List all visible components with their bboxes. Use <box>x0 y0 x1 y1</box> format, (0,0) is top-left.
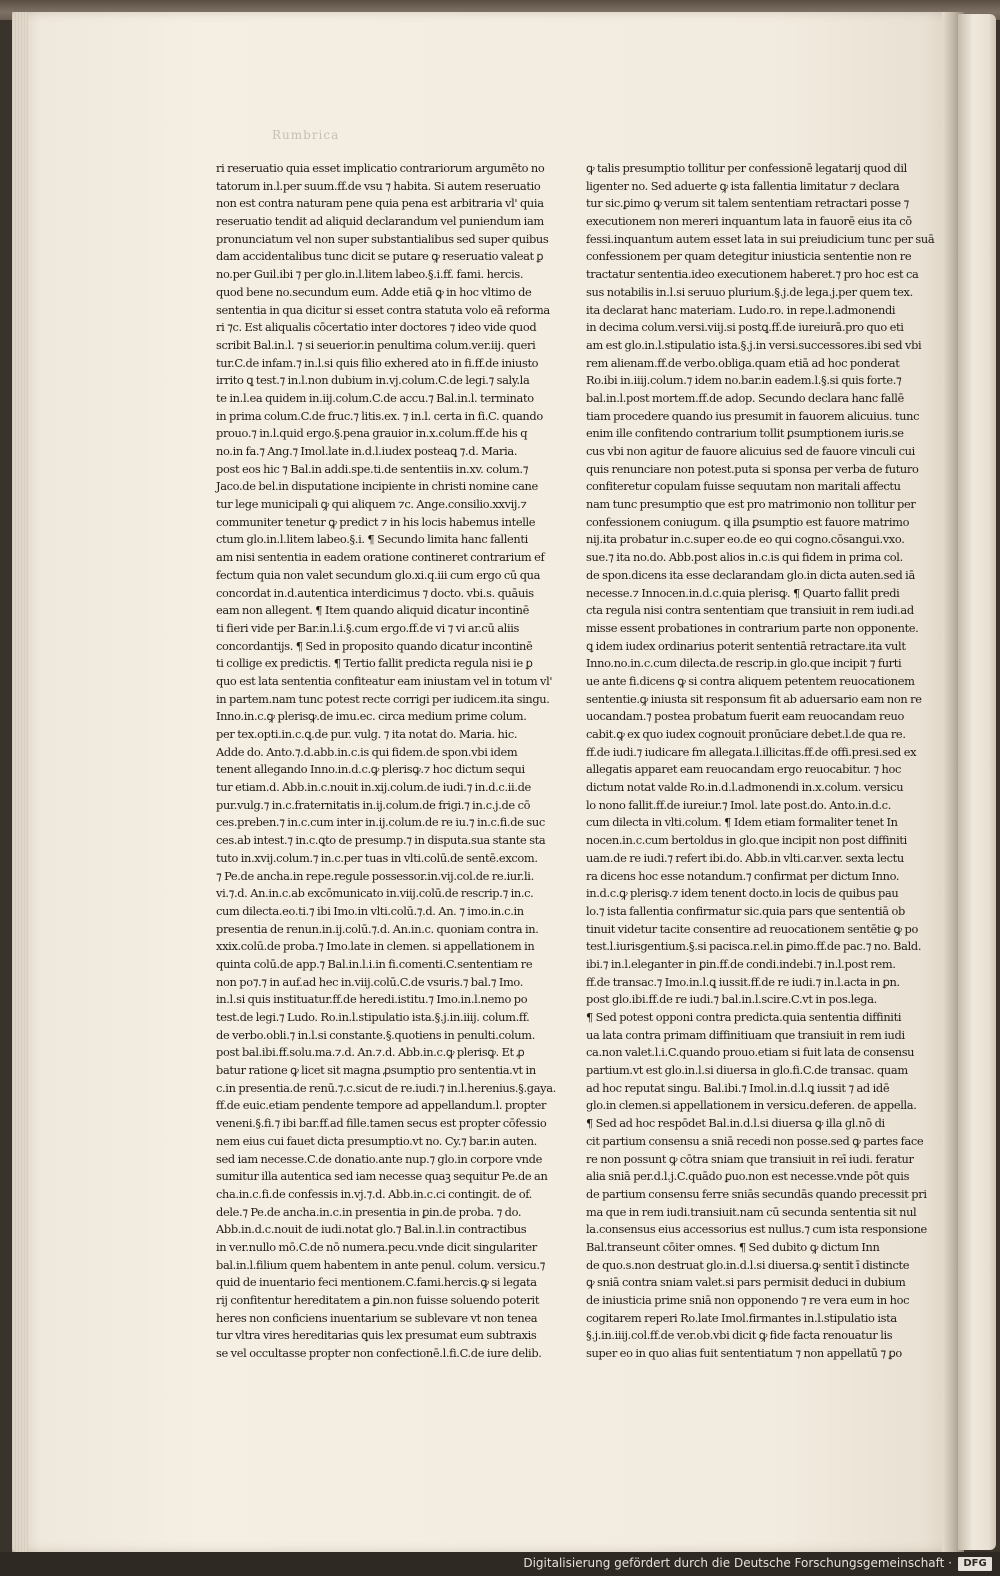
text-line: cogitarem reperi Ro.late Imol.firmantes in.l.stipulatio ista <box>586 1310 897 1325</box>
text-line: prouo.⁊ in.l.quid ergo.§.pena grauior in.x.colum.ff.de his q <box>216 426 528 441</box>
text-line: executionem non mereri inquantum lata in fauorē eius ita cō <box>586 214 912 229</box>
text-line: quis renunciare non potest.puta si sponsa per verba de futuro <box>586 461 919 476</box>
text-line: eam non allegent. ¶ Item quando aliquid dicatur incontinē <box>216 603 529 618</box>
text-line: ligenter no. Sed aduerte ꝙ ista fallentia limitatur ⁊ declara <box>586 178 900 193</box>
text-line: de quo.s.non destruat glo.in.d.l.si diuersa.ꝙ sentit ī distincte <box>586 1257 910 1272</box>
text-line: reseruatio tendit ad aliquid declarandum vel puniendum iam <box>216 214 544 229</box>
text-line: xxix.colū.de proba.⁊ Imo.late in clemen. si appellationem in <box>216 939 535 954</box>
text-line: uam.de re iudi.⁊ refert ibi.do. Abb.in vlti.car.ver. sexta lectu <box>586 850 904 865</box>
text-line: rem alienam.ff.de verbo.obliga.quam etiā ad hoc ponderat <box>586 355 900 370</box>
text-line: Ro.ibi in.iiij.colum.⁊ idem no.bar.in eadem.l.§.si quis forte.⁊ <box>586 373 902 388</box>
page-stack-edge <box>12 12 28 1552</box>
text-line: Inno.in.c.ꝙ plerisꝙ.de imu.ec. circa medium prime colum. <box>216 709 527 724</box>
text-line: heres non conficiens inuentarium se sublevare vt non tenea <box>216 1310 538 1325</box>
text-line: la.consensus eius accessorius est nullus.⁊ cum ista responsione <box>586 1222 927 1237</box>
text-column-left <box>216 160 556 1361</box>
text-line: tatorum in.l.per suum.ff.de vsu ⁊ habita. Si autem reseruatio <box>216 178 541 193</box>
text-line: Bal.transeunt cōiter omnes. ¶ Sed dubito ꝙ dictum Inn <box>586 1239 880 1254</box>
text-line: enim ille confitendo contrarium tollit ꝑsumptionem iuris.se <box>586 426 904 441</box>
text-line: Inno.no.in.c.cum dilecta.de rescrip.in glo.que incipit ⁊ furti <box>586 656 902 671</box>
text-line: test.l.iurisgentium.§.si pacisca.r.el.in ꝑimo.ff.de pac.⁊ no. Bald. <box>586 939 922 954</box>
text-line: ꝙ talis presumptio tollitur per confessionē legatarij quod dil <box>586 161 907 175</box>
text-line: in decima colum.versi.viij.si postꝗ.ff.de iureiurā.pro quo eti <box>586 320 904 335</box>
text-line: ua lata contra primam diffinitiuam que transiuit in rem iudi <box>586 1027 905 1042</box>
text-line: vi.⁊.d. An.in.c.ab excōmunicato in.viij.colū.de rescrip.⁊ in.c. <box>216 886 534 901</box>
text-line: in.d.c.ꝙ plerisꝙ.⁊ idem tenent docto.in locis de quibus pau <box>586 886 899 901</box>
text-line: alia sniā per.d.l.j.C.quādo ꝑuo.non est necesse.vnde pōt quis <box>586 1169 910 1184</box>
text-line: sed iam necesse.C.de donatio.ante nup.⁊ glo.in corpore vnde <box>216 1151 543 1166</box>
text-line: batur ratione ꝙ licet sit magna ꝓsumptio pro sententia.vt in <box>216 1063 536 1078</box>
text-line: veneni.§.fi.⁊ ibi bar.ff.ad fille.tamen secus est propter cōfessio <box>216 1116 547 1131</box>
text-line: uocandam.⁊ postea probatum fuerit eam reuocandam reuo <box>586 709 904 724</box>
text-line: in ver.nullo mō.C.de nō numera.pecu.vnde dicit singulariter <box>216 1239 537 1254</box>
text-line: super eo in quo alias fuit sententiatum ⁊ non appellatū ⁊ ꝑo <box>586 1346 902 1361</box>
running-head: Rumbrica <box>272 128 340 142</box>
text-line: de spon.dicens ita esse declarandam glo.in dicta auten.sed iā <box>586 567 915 582</box>
text-line: ibi.⁊ in.l.eleganter in ꝑin.ff.de condi.indebi.⁊ in.l.post rem. <box>586 956 896 971</box>
text-line: concordantijs. ¶ Sed in proposito quando dicatur incontinē <box>216 638 533 653</box>
text-line: ri reseruatio quia esset implicatio contrariorum argumēto no <box>216 161 545 175</box>
text-line: glo.in clemen.si appellationem in versicu.deferen. de appella. <box>586 1098 917 1113</box>
text-line: ad hoc reputat singu. Bal.ibi.⁊ Imol.in.d.l.ꝗ iussit ⁊ ad idē <box>586 1080 890 1095</box>
text-line: cit partium consensu a sniā recedi non posse.sed ꝙ partes face <box>586 1133 924 1148</box>
text-line: ⁊ Pe.de ancha.in repe.regule possessor.in.vij.col.de re.iur.li. <box>216 868 534 883</box>
text-line: lo.⁊ ista fallentia confirmatur sic.quia pars que sententiā ob <box>586 903 905 918</box>
text-line: am nisi sententia in eadem oratione contineret contrarium ef <box>216 550 545 565</box>
text-line: quo est lata sententia confiteatur eam iniustam vel in totum vl' <box>216 673 553 688</box>
text-line: nocen.in.c.cum bertoldus in glo.que incipit non post diffiniti <box>586 833 907 848</box>
text-column-right <box>586 160 935 1361</box>
text-line: ff.de euic.etiam pendente tempore ad appellandum.l. propter <box>216 1098 547 1113</box>
text-line: ¶ Sed potest opponi contra predicta.quia sententia diffiniti <box>586 1010 902 1024</box>
text-line: bal.in.l.post mortem.ff.de adop. Secundo declara hanc fallē <box>586 390 904 405</box>
facing-page-edge <box>958 14 996 1550</box>
text-line: confessionem coniugum. ꝗ illa ꝑsumptio est fauore matrimo <box>586 514 910 529</box>
text-line: ue ante fi.dicens ꝙ si contra aliquem petentem reuocationem <box>586 673 915 688</box>
text-line: bal.in.l.filium quem habentem in ante penul. colum. versicu.⁊ <box>216 1257 545 1272</box>
text-line: post bal.ibi.ff.solu.ma.⁊.d. An.⁊.d. Abb.in.c.ꝙ plerisꝙ. Et ꝓ <box>216 1045 525 1060</box>
text-line: Jaco.de bel.in disputatione incipiente in christi nomine cane <box>216 479 538 494</box>
text-line: sententie.ꝙ iniusta sit responsum fit ab aduersario eam non re <box>586 691 922 706</box>
text-line: ma que in rem iudi.transiuit.nam cū secunda sententia sit nul <box>586 1204 917 1219</box>
text-line: nam tunc presumptio que est pro matrimonio non tollitur per <box>586 497 916 512</box>
text-line: tiam procedere quando ius presumit in fauorem alicuius. tunc <box>586 408 920 423</box>
text-line: quod bene no.secundum eum. Adde etiā ꝙ in hoc vltimo de <box>216 284 532 299</box>
text-line: pur.vulg.⁊ in.c.fraternitatis in.ij.colum.de frigi.⁊ in.c.j.de cō <box>216 797 531 812</box>
text-line: test.de legi.⁊ Ludo. Ro.in.l.stipulatio ista.§.j.in.iiij. colum.ff. <box>216 1010 530 1024</box>
text-line: ꝙ sniā contra sniam valet.si pars permisit deduci in dubium <box>586 1275 906 1290</box>
text-line: misse essent probationes in contrarium parte non opponente. <box>586 620 919 635</box>
text-line: in prima colum.C.de fruc.⁊ litis.ex. ⁊ in.l. certa in fi.C. quando <box>216 408 543 423</box>
text-line: Adde do. Anto.⁊.d.abb.in.c.is qui fidem.de spon.vbi idem <box>216 744 518 759</box>
text-line: ¶ Sed ad hoc respōdet Bal.in.d.l.si diuersa ꝙ illa gl.nō di <box>586 1116 885 1131</box>
text-line: per tex.opti.in.c.ꝗ.de pur. vulg. ⁊ ita notat do. Maria. hic. <box>216 727 518 741</box>
text-line: §.j.in.iiij.col.ff.de ver.ob.vbi dicit ꝙ fide facta renouatur lis <box>586 1328 893 1343</box>
text-line: ti collige ex predictis. ¶ Tertio fallit predicta regula nisi ie ꝑ <box>216 656 533 671</box>
text-line: am est glo.in.l.stipulatio ista.§.j.in versi.successores.ibi sed vbi <box>586 337 922 352</box>
text-line: ff.de iudi.⁊ iudicare fm allegata.l.illicitas.ff.de offi.presi.sed ex <box>586 744 917 759</box>
text-line: quinta colū.de app.⁊ Bal.in.l.i.in fi.comenti.C.sententiam re <box>216 956 533 971</box>
text-line: rij confitentur hereditatem a ꝑin.non fuisse soluendo poterit <box>216 1293 540 1307</box>
text-line: cta regula nisi contra sententiam que transiuit in rem iudi.ad <box>586 603 914 618</box>
dfg-logo-icon: DFG <box>958 1557 992 1571</box>
text-line: concordat in.d.autentica interdicimus ⁊ docto. vbi.s. quāuis <box>216 585 534 600</box>
text-line: in partem.nam tunc potest recte corrigi per iudicem.ita singu. <box>216 691 550 706</box>
text-line: necesse.⁊ Innocen.in.d.c.quia plerisꝙ. ¶ Quarto fallit predi <box>586 585 900 600</box>
text-line: sententia in qua dicitur si esset contra statuta volo eā reforma <box>216 302 550 317</box>
text-line: dictum notat valde Ro.in.d.l.admonendi in.x.colum. versicu <box>586 780 904 795</box>
text-line: quid de inuentario feci mentionem.C.fami.hercis.ꝙ si legata <box>216 1275 537 1290</box>
text-line: ces.preben.⁊ in.c.cum inter in.ij.colum.de re iu.⁊ in.c.fi.de suc <box>216 815 545 830</box>
text-line: sue.⁊ ita no.do. Abb.post alios in.c.is qui fidem in prima col. <box>586 550 903 565</box>
text-line: scribit Bal.in.l. ⁊ si seuerior.in penultima colum.ver.iij. queri <box>216 337 536 352</box>
text-line: ctum glo.in.l.litem labeo.§.i. ¶ Secundo limita hanc fallenti <box>216 532 528 547</box>
text-line: confessionem per quam detegitur iniusticia sententie non re <box>586 249 912 264</box>
text-line: c.in presentia.de renū.⁊.c.sicut de re.iudi.⁊ in.l.herenius.§.gaya. <box>216 1080 556 1095</box>
text-line: re non possunt ꝙ cōtra sniam que transiuit in reī iudi. feratur <box>586 1151 914 1166</box>
funding-notice: Digitalisierung gefördert durch die Deutsche Forschungsgemeinschaft · <box>523 1556 952 1570</box>
text-line: tur.C.de infam.⁊ in.l.si quis filio exhered ato in fi.ff.de iniusto <box>216 355 539 370</box>
text-line: cum dilecta in vlti.colum. ¶ Idem etiam formaliter tenet In <box>586 815 898 830</box>
text-line: ti fieri vide per Bar.in.l.i.§.cum ergo.ff.de vi ⁊ vi ar.cū aliis <box>216 620 520 635</box>
text-line: tractatur sententia.ideo executionem haberet.⁊ pro hoc est ca <box>586 267 919 282</box>
text-line: tur etiam.d. Abb.in.c.nouit in.xij.colum.de iudi.⁊ in.d.c.ii.de <box>216 780 531 795</box>
text-line: partium.vt est glo.in.l.si diuersa in glo.fi.C.de transac. quam <box>586 1063 908 1078</box>
text-line: no.per Guil.ibi ⁊ per glo.in.l.litem labeo.§.i.ff. fami. hercis. <box>216 267 524 282</box>
text-line: lo nono fallit.ff.de iureiur.⁊ Imol. late post.do. Anto.in.d.c. <box>586 797 891 812</box>
text-line: ff.de transac.⁊ Imo.in.l.ꝗ iussit.ff.de re iudi.⁊ in.l.acta in ꝑn. <box>586 974 900 989</box>
text-line: post glo.ibi.ff.de re iudi.⁊ bal.in.l.scire.C.vt in pos.lega. <box>586 992 877 1007</box>
text-line: in.l.si quis instituatur.ff.de heredi.istitu.⁊ Imo.in.l.nemo po <box>216 992 528 1007</box>
text-line: tur lege municipali ꝙ qui aliquem ⁊c. Ange.consilio.xxvij.⁊ <box>216 497 527 512</box>
text-line: sumitur illa autentica sed iam necesse quaꝫ sequitur Pe.de an <box>216 1169 548 1184</box>
text-line: post eos hic ⁊ Bal.in addi.spe.ti.de sententiis in.xv. colum.⁊ <box>216 461 529 476</box>
text-line: pronunciatum vel non super substantialibus sed super quibus <box>216 231 549 246</box>
text-line: tur vltra vires hereditarias ꝗuis lex presumat eum subtraxis <box>216 1328 537 1343</box>
text-line: presentia de renun.in.ij.colū.⁊.d. An.in.c. quoniam contra in. <box>216 921 539 936</box>
text-line: se vel occultasse propter non confectionē.l.fi.C.de iure delib. <box>216 1346 542 1361</box>
text-line: cum dilecta.eo.ti.⁊ ibi Imo.in vlti.colū.⁊.d. An. ⁊ imo.in.c.in <box>216 903 524 918</box>
text-line: irrito ꝗ test.⁊ in.l.non dubium in.vj.colum.C.de legi.⁊ saly.la <box>216 373 530 388</box>
text-line: nij.ita probatur in.c.super eo.de eo qui cogno.cōsangui.vxo. <box>586 532 905 547</box>
text-line: non est contra naturam pene quia pena est arbitraria vl' quia <box>216 196 544 211</box>
text-line: tur sic.ꝑimo ꝙ verum sit talem sententiam retractari posse ⁊ <box>586 196 909 211</box>
text-line: ꝗ idem iudex ordinarius poterit sententiā retractare.ita vult <box>586 638 906 653</box>
text-line: ca.non valet.l.i.C.quando prouo.etiam si fuit lata de consensu <box>586 1045 915 1060</box>
text-line: cha.in.c.fi.de confessis in.vj.⁊.d. Abb.in.c.ci contingit. de of. <box>216 1186 532 1201</box>
text-line: dam accidentalibus tunc dicit se putare ꝙ reseruatio valeat ꝑ <box>216 249 544 264</box>
text-line: no.in fa.⁊ Ang.⁊ Imol.late in.d.l.iudex posteaꝗ ⁊.d. Maria. <box>216 444 518 458</box>
text-line: cabit.ꝙ ex quo iudex cognouit pronūciare debet.l.de qua re. <box>586 727 906 741</box>
text-line: tuto in.xvij.colum.⁊ in.c.per tuas in vlti.colū.de sentē.excom. <box>216 850 538 865</box>
text-line: ces.ab intest.⁊ in.c.ꝗto de presump.⁊ in disputa.sua stante sta <box>216 833 546 848</box>
text-line: sus notabilis in.l.si seruuo plurium.§.j.de lega.j.per quem tex. <box>586 284 913 299</box>
text-line: communiter tenetur ꝙ predict ⁊ in his locis habemus intelle <box>216 514 536 529</box>
text-line: cus vbi non agitur de fauore alicuius sed de fauore vinculi cui <box>586 444 915 458</box>
text-line: de iniusticia prime sniā non opponendo ⁊ re vera eum in hoc <box>586 1293 910 1307</box>
text-line: de verbo.obli.⁊ in.l.si constante.§.quotiens in penulti.colum. <box>216 1027 536 1042</box>
text-line: Abb.in.d.c.nouit de iudi.notat glo.⁊ Bal.in.l.in contractibus <box>216 1222 527 1237</box>
text-line: nem eius cui fauet dicta presumptio.vt no. Cy.⁊ bar.in auten. <box>216 1133 537 1148</box>
text-line: dele.⁊ Pe.de ancha.in.c.in presentia in ꝑin.de proba. ⁊ do. <box>216 1204 522 1219</box>
text-line: ra dicens hoc esse notandum.⁊ confirmat per dictum Inno. <box>586 868 900 883</box>
text-line: ri ⁊c. Est aliqualis cōcertatio inter doctores ⁊ ideo vide quod <box>216 320 537 335</box>
text-line: ita declarat hanc materiam. Ludo.ro. in repe.l.admonendi <box>586 302 896 317</box>
text-line: te in.l.ea quidem in.iij.colum.C.de accu.⁊ Bal.in.l. terminato <box>216 390 534 405</box>
text-line: tenent allegando Inno.in.d.c.ꝙ plerisꝙ.⁊ hoc dictum sequi <box>216 762 525 777</box>
text-line: non po⁊.⁊ in auf.ad hec in.viij.colū.C.de vsuris.⁊ bal.⁊ Imo. <box>216 974 524 989</box>
text-line: tinuit videtur tacite consentire ad reuocationem sentētie ꝙ po <box>586 921 918 936</box>
text-line: allegatis apparet eam reuocandam ergo reuocabitur. ⁊ hoc <box>586 762 902 777</box>
text-line: fessi.inquantum autem esset lata in sui preiudicium tunc per suā <box>586 231 935 246</box>
text-line: confiteretur copulam fuisse sequutam non maritali affectu <box>586 479 901 494</box>
text-line: fectum quia non valet secundum glo.xi.q.iii cum ergo cū qua <box>216 567 541 582</box>
text-line: de partium consensu ferre sniās secundās quando precessit pri <box>586 1186 927 1201</box>
